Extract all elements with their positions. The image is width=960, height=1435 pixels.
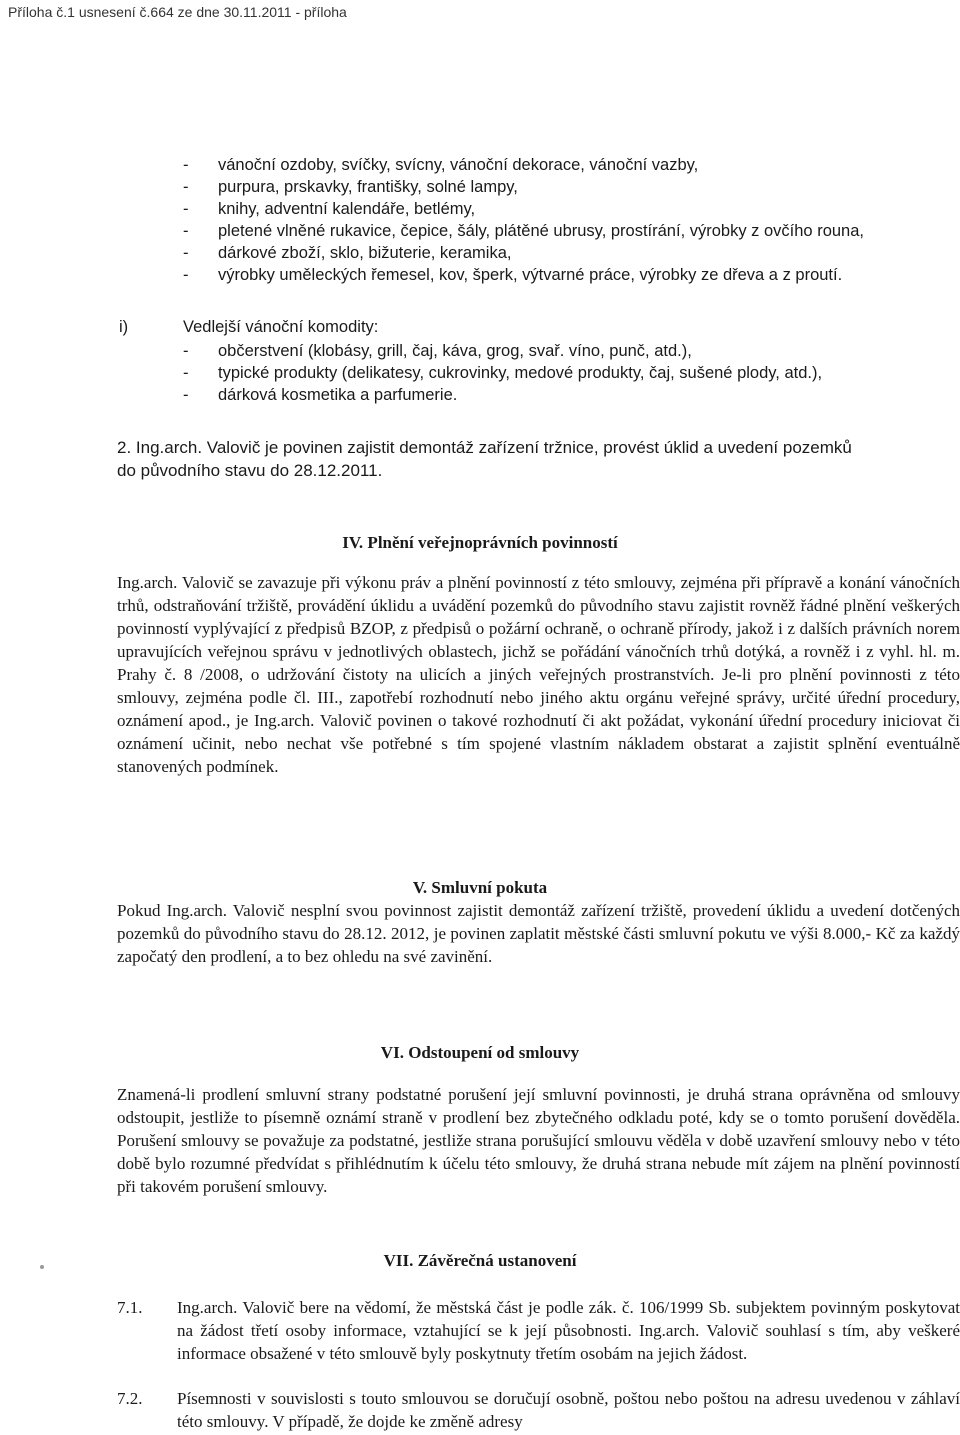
point-2-line1: 2. Ing.arch. Valovič je povinen zajistit demontáž zařízení tržnice, provést úklid a uvedení pozemků <box>117 438 852 457</box>
point-text: Ing.arch. Valovič bere na vědomí, že městská část je podle zák. č. 106/1999 Sb. subjektem povinným poskytovat na žádost třetí osoby informace, vztahující se k její působnosti. Ing.arch. Valovič souhlasí s tím, aby veškeré informace obsažené v této smlouvě byly poskytnuty třetím osobám na jejich žádost. <box>177 1298 960 1363</box>
heading-vii: VII. Závěrečná ustanovení <box>383 1251 577 1270</box>
section-i-list <box>183 340 823 406</box>
point-2-line2: do původního stavu do 28.12.2011. <box>117 461 383 480</box>
goods-list <box>183 154 864 286</box>
list-item: - vánoční ozdoby, svíčky, svícny, vánoční dekorace, vánoční vazby, <box>183 156 699 174</box>
list-item: - pletené vlněné rukavice, čepice, šály, plátěné ubrusy, prostírání, výrobky z ovčího rouna, <box>183 222 864 240</box>
list-item: - dárkové zboží, sklo, bižuterie, keramika, <box>183 244 512 262</box>
scan-speck <box>40 1265 44 1269</box>
heading-iv: IV. Plnění veřejnoprávních povinností <box>342 533 618 552</box>
list-item: - občerstvení (klobásy, grill, čaj, káva, grog, svař. víno, punč, atd.), <box>183 342 692 360</box>
list-item: - výrobky uměleckých řemesel, kov, šperk, výtvarné práce, výrobky ze dřeva a z proutí. <box>183 266 843 284</box>
list-item: - dárková kosmetika a parfumerie. <box>183 386 458 404</box>
point-2 <box>117 436 960 482</box>
heading-v: V. Smluvní pokuta <box>412 878 548 897</box>
point-number: 7.1. <box>117 1298 143 1317</box>
paragraph-v: Pokud Ing.arch. Valovič nesplní svou povinnost zajistit demontáž zařízení tržiště, provedení úklidu a uvedení dotčených pozemků do původního stavu do 28.12. 2012, je povinen zaplatit městské části smluvní pokutu ve výši 8.000,- Kč za každý započatý den prodlení, a to bez ohledu na své zavinění. <box>117 901 960 966</box>
list-item: - knihy, adventní kalendáře, betlémy, <box>183 200 476 218</box>
paragraph-vi: Znamená-li prodlení smluvní strany podstatné porušení její smluvní povinnosti, je druhá strana oprávněna od smlouvy odstoupit, jestliže to písemně oznámí straně v prodlení bez zbytečného odkladu poté, kdy se o tomto porušení dověděla. Porušení smlouvy se považuje za podstatné, jestliže strana porušující smlouvu věděla v době uzavření smlouvy nebo v této době bylo rozumné předvídat s přihlédnutím k účelu této smlouvy, že druhá strana nebude mít zájem na plnění povinností při takovém porušení smlouvy. <box>117 1085 960 1196</box>
section-i-title: Vedlejší vánoční komodity: <box>183 318 379 336</box>
paragraph-iv: Ing.arch. Valovič se zavazuje při výkonu práv a plnění povinností z této smlouvy, zejména při přípravě a konání vánočních trhů, odstraňování tržiště, provádění úklidu a uvádění pozemků do původního stavu zajistit rovněž řádné plnění veškerých povinností vyplývající z předpisů BZOP, z předpisů o požární ochraně, o ochraně přírody, jakož i z dalších právních norem upravujících veřejnou správu v jednotlivých oblastech, jichž se pořádání vánočních trhů dotýká, a rovněž i z vyhl. hl. m. Prahy č. 8 /2008, o udržování čistoty na ulicích a jiných veřejných prostranstvích. Je-li pro plnění povinnosti z této smlouvy, zejména podle čl. III., zapotřebí rozhodnutí nebo jiného aktu orgánu veřejné správy, určité úřední procedury, oznámení apod., je Ing.arch. Valovič povinen o takové rozhodnutí či akt požádat, vykonání úřední procedury iniciovat či oznámení učinit, nebo nechat vše potřebné s tím spojené vlastním nákladem obstarat a zajistit splnění eventuálně stanovených podmínek. <box>117 573 960 776</box>
point-number: 7.2. <box>117 1389 143 1408</box>
section-i-label: i) <box>119 318 129 336</box>
list-item: - typické produkty (delikatesy, cukrovinky, medové produkty, čaj, sušené plody, atd.), <box>183 364 823 382</box>
header-note: Příloha č.1 usnesení č.664 ze dne 30.11.2011 - příloha <box>8 4 347 20</box>
list-item: - purpura, prskavky, františky, solné lampy, <box>183 178 518 196</box>
point-text: Písemnosti v souvislosti s touto smlouvou se doručují osobně, poštou nebo poštou na adresu uvedenou v záhlaví této smlouvy. V případě, že dojde ke změně adresy <box>177 1389 960 1431</box>
heading-vi: VI. Odstoupení od smlouvy <box>380 1043 580 1062</box>
